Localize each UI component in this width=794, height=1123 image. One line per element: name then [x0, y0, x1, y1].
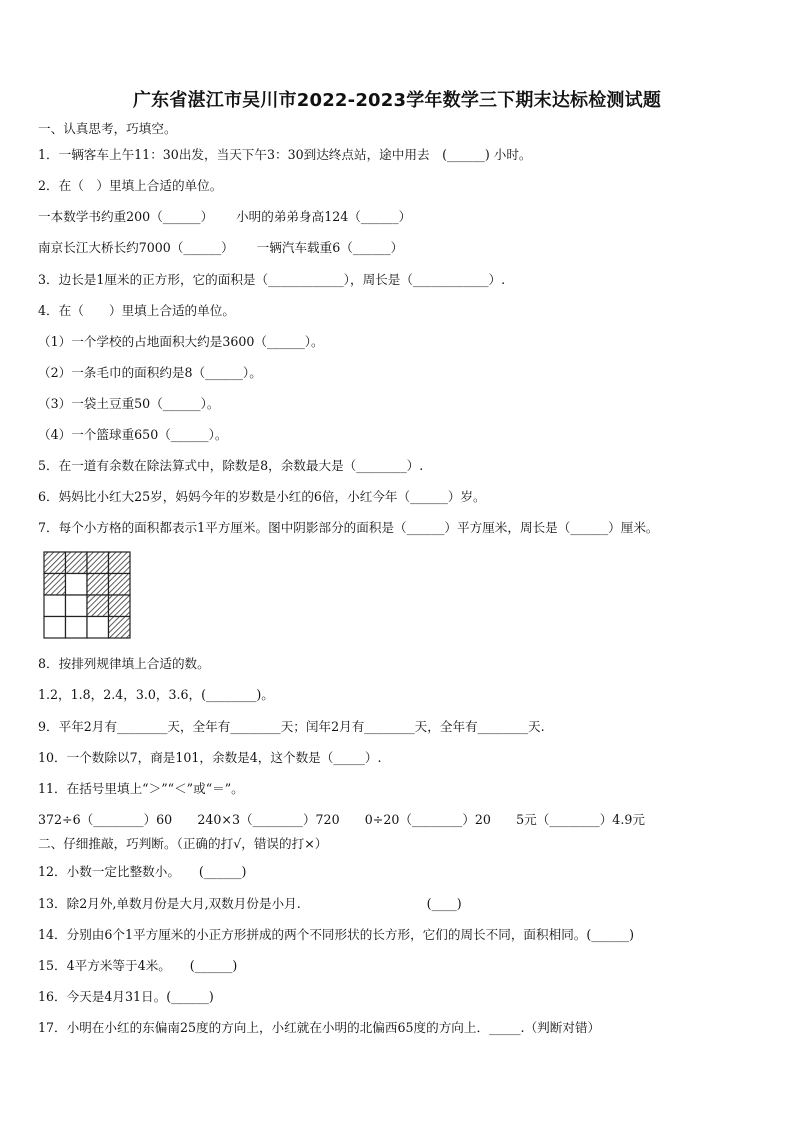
question-8: 8．按排列规律填上合适的数。 — [38, 656, 210, 671]
question-17: 17．小明在小红的东偏南25度的方向上，小红就在小明的北偏西65度的方向上．_____.（判断对错） — [38, 1020, 601, 1035]
grid-cell-shaded — [87, 552, 109, 574]
question-12: 12．小数一定比整数小。 (______) — [38, 864, 247, 879]
grid-cell-blank — [44, 595, 66, 617]
page-title: 广东省湛江市吴川市2022-2023学年数学三下期末达标检测试题 — [132, 90, 662, 111]
question-9: 9．平年2月有________天，全年有________天；闰年2月有________天，全年有________天. — [38, 719, 545, 734]
question-2: 2．在（ ）里填上合适的单位。 — [38, 178, 223, 193]
question-15: 15．4平方米等于4米。 (______) — [38, 958, 238, 973]
section-2-heading: 二、仔细推敲，巧判断。（正确的打√，错误的打×） — [38, 836, 328, 851]
question-1: 1．一辆客车上午11：30出发，当天下午3：30到达终点站，途中用去 (______) 小时。 — [38, 147, 532, 162]
question-14: 14．分别由6个1平方厘米的小正方形拼成的两个不同形状的长方形，它们的周长不同，面积相同。(______) — [38, 927, 635, 942]
grid-cell-blank — [87, 617, 109, 639]
section-1-heading: 一、认真思考，巧填空。 — [38, 121, 177, 136]
grid-cell-blank — [66, 617, 88, 639]
grid-cell-blank — [44, 617, 66, 639]
question-8-sequence: 1.2，1.8，2.4，3.0，3.6，(________)。 — [38, 687, 274, 702]
question-5: 5．在一道有余数在除法算式中，除数是8，余数最大是（________）. — [38, 458, 424, 473]
grid-cell-shaded — [87, 595, 109, 617]
question-4-part-3: （3）一袋土豆重50（______）。 — [38, 396, 220, 411]
question-2-row-2: 南京长江大桥长约7000（______） 一辆汽车载重6（______） — [38, 240, 404, 255]
question-10: 10．一个数除以7，商是101，余数是4，这个数是（_____）. — [38, 750, 382, 765]
question-2-row-1: 一本数学书约重200（______） 小明的弟弟身高124（______） — [38, 209, 412, 224]
question-4-part-4: （4）一个篮球重650（______）。 — [38, 427, 228, 442]
grid-cell-shaded — [87, 574, 109, 596]
shaded-grid-figure — [43, 551, 131, 639]
grid-cell-shaded — [66, 552, 88, 574]
question-3: 3．边长是1厘米的正方形，它的面积是（____________），周长是（____________）. — [38, 272, 506, 287]
grid-cell-shaded — [44, 574, 66, 596]
question-7: 7．每个小方格的面积都表示1平方厘米。图中阴影部分的面积是（______）平方厘米，周长是（______）厘米。 — [38, 520, 659, 535]
question-16: 16．今天是4月31日。(______) — [38, 989, 214, 1004]
question-11-comparisons: 372÷6（________）60 240×3（________）720 0÷20（________）20 5元（________）4.9元 — [38, 812, 645, 827]
grid-cell-blank — [66, 595, 88, 617]
grid-cell-shaded — [44, 552, 66, 574]
grid-cell-blank — [66, 574, 88, 596]
question-6: 6．妈妈比小红大25岁，妈妈今年的岁数是小红的6倍，小红今年（______）岁。 — [38, 489, 486, 504]
grid-cell-shaded — [109, 574, 131, 596]
grid-cell-shaded — [109, 617, 131, 639]
question-4: 4．在（ ）里填上合适的单位。 — [38, 303, 235, 318]
grid-cell-shaded — [109, 552, 131, 574]
grid-cell-shaded — [109, 595, 131, 617]
question-13: 13．除2月外,单数月份是大月,双数月份是小月. (____) — [38, 896, 462, 911]
question-11: 11．在括号里填上“＞”“＜”或“＝”。 — [38, 781, 244, 796]
question-4-part-2: （2）一条毛巾的面积约是8（______）。 — [38, 365, 262, 380]
question-4-part-1: （1）一个学校的占地面积大约是3600（______）。 — [38, 334, 324, 349]
